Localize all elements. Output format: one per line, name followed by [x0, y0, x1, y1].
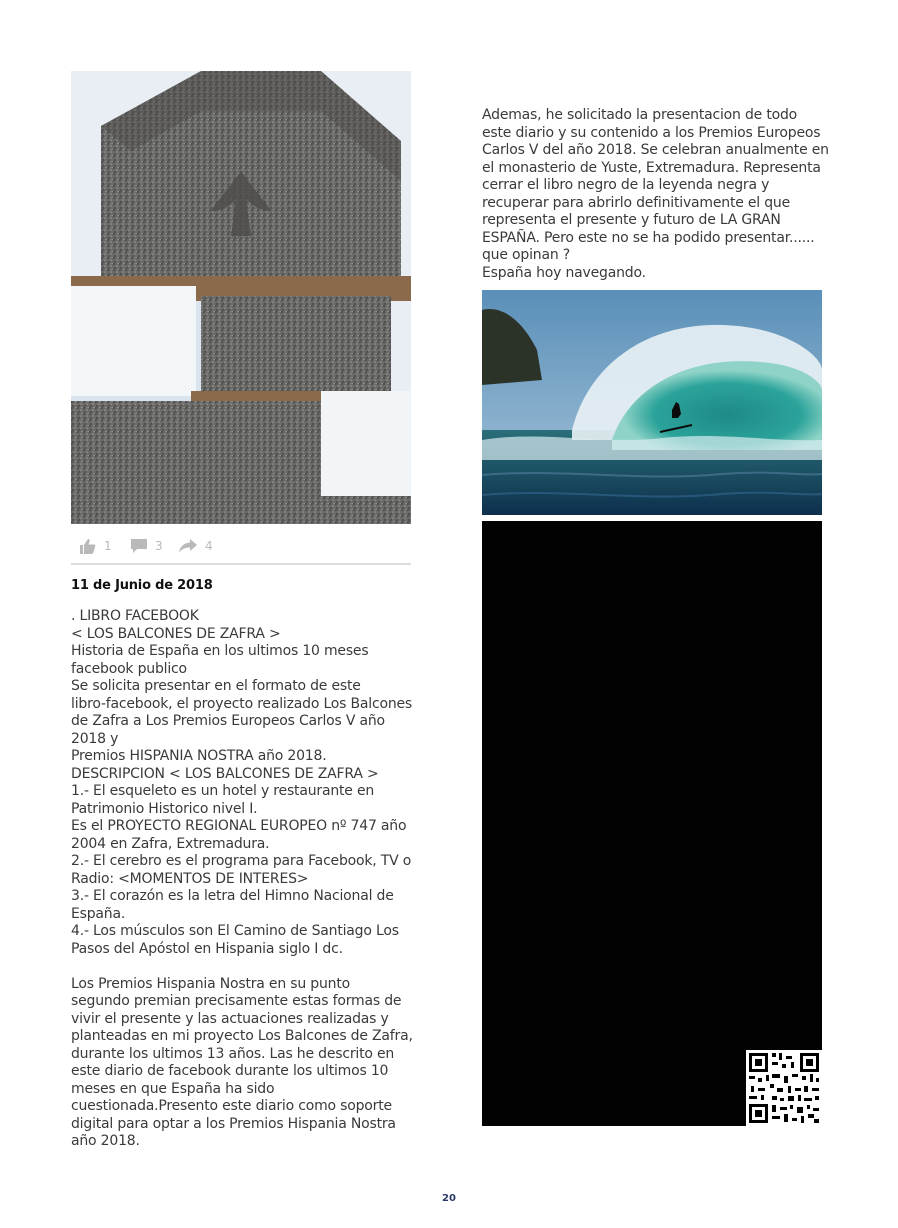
- text-line: digital para optar a los Premios Hispania Nostra: [71, 1115, 396, 1132]
- text-line: DESCRIPCION < LOS BALCONES DE ZAFRA >: [71, 765, 379, 782]
- text-line: recuperar para abrirlo definitivamente el que: [482, 194, 791, 211]
- text-line: 4.- Los músculos son El Camino de Santiago Los: [71, 923, 399, 939]
- text-line: Se solicita presentar en el formato de este: [71, 678, 361, 694]
- text-line: año 2018.: [71, 1133, 140, 1149]
- text-line: Radio: <MOMENTOS DE INTERES>: [71, 870, 309, 887]
- text-line: libro-facebook, el proyecto realizado Los Balcones: [71, 695, 413, 712]
- text-line: Ademas, he solicitado la presentacion de todo: [482, 107, 798, 123]
- post-date: 11 de Junio de 2018: [71, 578, 213, 593]
- text-line: Premios HISPANIA NOSTRA año 2018.: [71, 748, 327, 764]
- thumbs-up-icon: [79, 539, 96, 554]
- text-line: representa el presente y futuro de LA GRAN: [482, 212, 781, 228]
- surfer-wave-photo: [482, 290, 822, 515]
- text-line: el monasterio de Yuste, Extremadura. Representa: [482, 159, 821, 176]
- text-line: este diario de facebook durante los ultimos 10: [71, 1063, 389, 1079]
- text-line: < LOS BALCONES DE ZAFRA >: [71, 625, 281, 642]
- text-line: 2.- El cerebro es el programa para Facebook, TV o: [71, 853, 412, 869]
- text-line: Pasos del Apóstol en Hispania siglo I dc.: [71, 940, 343, 957]
- share-reaction[interactable]: [179, 536, 213, 556]
- like-reaction[interactable]: [79, 536, 112, 556]
- text-line: vivir el presente y las actuaciones realizadas y: [71, 1010, 389, 1027]
- text-line: cerrar el libro negro de la leyenda negra y: [482, 177, 770, 193]
- text-line: segundo premian precisamente estas formas de: [71, 993, 402, 1009]
- reactions-bar: [71, 530, 411, 565]
- text-line: facebook publico: [71, 660, 187, 677]
- comment-reaction[interactable]: [131, 536, 163, 556]
- qr-code[interactable]: [746, 1050, 822, 1126]
- stone-corner-photo: [71, 71, 411, 524]
- text-line: 3.- El corazón es la letra del Himno Nacional de: [71, 888, 394, 904]
- text-line: Historia de España en los ultimos 10 meses: [71, 643, 369, 659]
- text-line: España.: [71, 905, 126, 922]
- share-icon: [179, 539, 197, 553]
- text-line: Es el PROYECTO REGIONAL EUROPEO nº 747 año: [71, 818, 407, 834]
- paragraph-gap: [71, 958, 416, 976]
- dark-photo: [482, 521, 822, 1126]
- text-line: 2018 y: [71, 730, 119, 747]
- text-line: ESPAÑA. Pero este no se ha podido presentar......: [482, 229, 815, 246]
- text-line: durante los ultimos 13 años. Las he descrito en: [71, 1045, 395, 1062]
- right-body-text: [482, 107, 827, 282]
- text-line: de Zafra a Los Premios Europeos Carlos V año: [71, 713, 385, 729]
- text-line: Carlos V del año 2018. Se celebran anualmente en: [482, 142, 829, 158]
- text-line: Patrimonio Historico nivel I.: [71, 800, 258, 817]
- comment-icon: [131, 539, 147, 553]
- text-line: España hoy navegando.: [482, 264, 646, 281]
- text-line: cuestionada.Presento este diario como soporte: [71, 1098, 392, 1114]
- share-count: 4: [205, 539, 213, 553]
- page-number: 20: [442, 1193, 456, 1204]
- text-line: 2004 en Zafra, Extremadura.: [71, 835, 270, 852]
- text-line: que opinan ?: [482, 247, 570, 263]
- comment-count: 3: [155, 539, 163, 553]
- text-line: este diario y su contenido a los Premios Europeos: [482, 124, 821, 141]
- text-line: . LIBRO FACEBOOK: [71, 608, 199, 624]
- text-line: meses en que España ha sido: [71, 1080, 275, 1097]
- text-line: Los Premios Hispania Nostra en su punto: [71, 975, 350, 992]
- left-body-text: [71, 608, 416, 1151]
- text-line: planteadas en mi proyecto Los Balcones de Zafra,: [71, 1028, 413, 1044]
- like-count: 1: [104, 539, 112, 553]
- text-line: 1.- El esqueleto es un hotel y restaurante en: [71, 783, 375, 799]
